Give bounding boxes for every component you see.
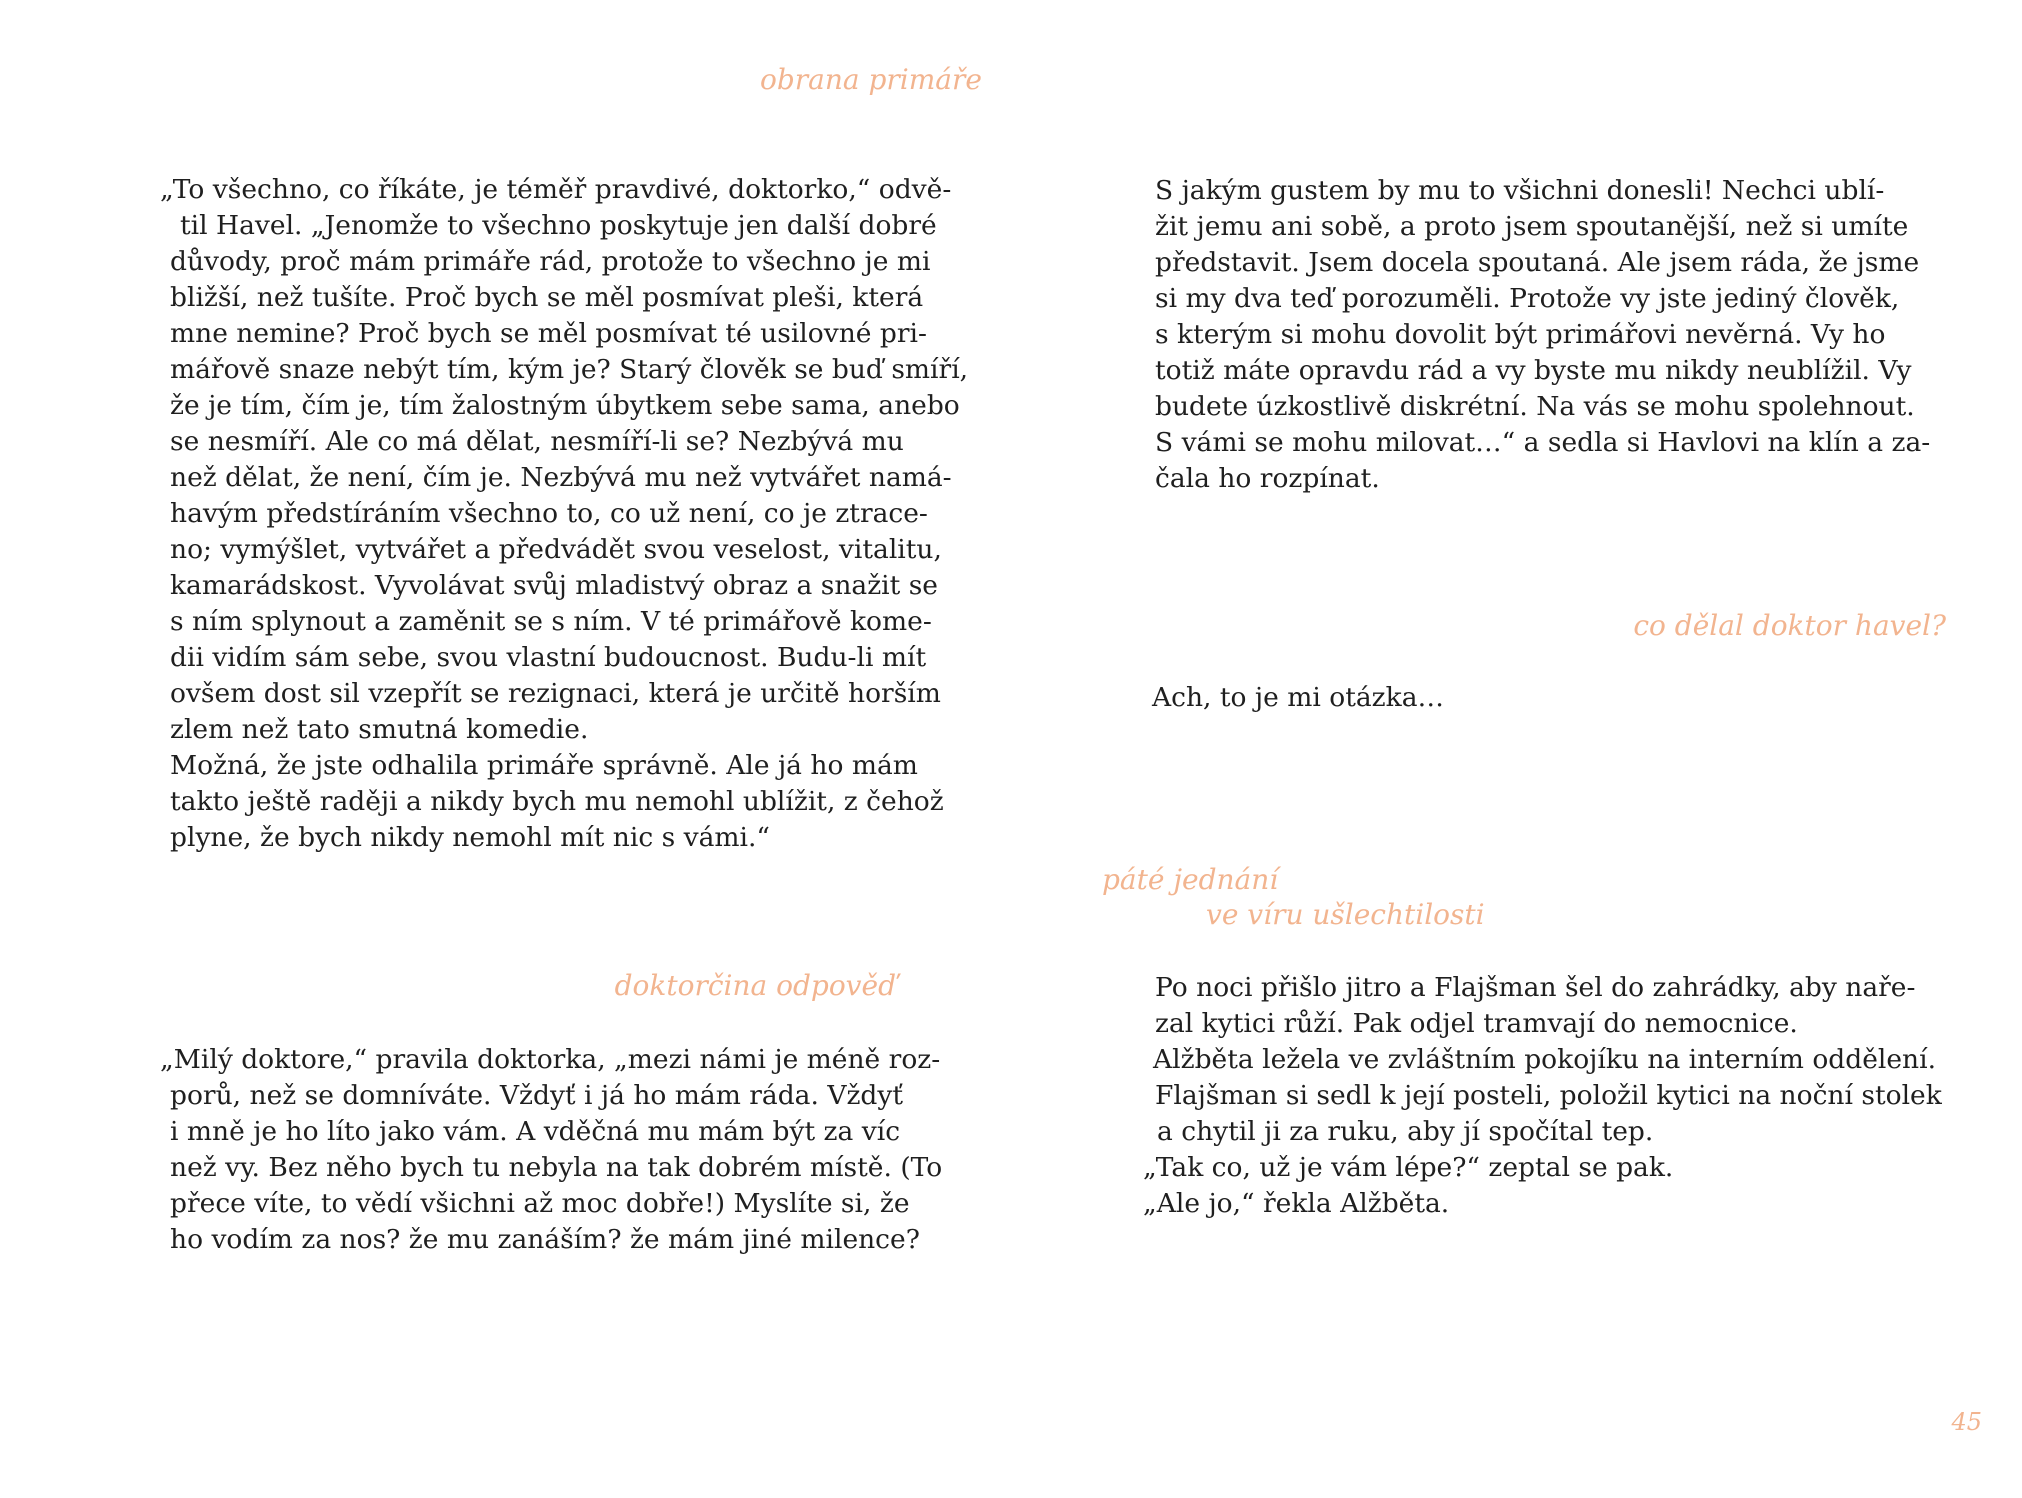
right-paragraph-1 [1155,173,1931,497]
paragraph-line: ho vodím za nos? že mu zanáším? že mám jiné milence? [170,1224,920,1255]
paragraph-line: čala ho rozpínat. [1155,463,1380,494]
paragraph-line: S vámi se mohu milovat…“ a sedla si Havlovi na klín a za- [1155,427,1931,458]
paragraph-line: no; vymýšlet, vytvářet a předvádět svou veselost, vitalitu, [170,534,942,565]
page-number: 45 [1951,1408,1982,1436]
paragraph-line: porů, než se domníváte. Vždyť i já ho mám ráda. Vždyť [170,1080,904,1111]
paragraph-line: havým předstíráním všechno to, co už není, co je ztrace- [170,498,928,529]
paragraph-line: představit. Jsem docela spoutaná. Ale jsem ráda, že jsme [1155,247,1920,278]
paragraph-line: dii vidím sám sebe, svou vlastní budoucnost. Budu-li mít [170,642,927,673]
right-heading-co-delal-doktor-havel: co dělal doktor havel? [1633,609,1946,642]
paragraph-line: totiž máte opravdu rád a vy byste mu nikdy neublížil. Vy [1155,355,1912,386]
paragraph-line: důvody, proč mám primáře rád, protože to všechno je mi [170,246,931,277]
paragraph-line: Ach, to je mi otázka… [1152,682,1444,713]
paragraph-line: že je tím, čím je, tím žalostným úbytkem sebe sama, anebo [170,390,960,421]
paragraph-line: Flajšman si sedl k její posteli, položil kytici na noční stolek [1155,1080,1942,1111]
paragraph-line: „Ale jo,“ řekla Alžběta. [1143,1188,1450,1219]
paragraph-line: než vy. Bez něho bych tu nebyla na tak dobrém místě. (To [170,1152,943,1183]
paragraph-line: mářově snaze nebýt tím, kým je? Starý člověk se buď smíří, [170,354,969,385]
paragraph-line: Alžběta ležela ve zvláštním pokojíku na interním oddělení. [1153,1044,1937,1075]
paragraph-line: přece víte, to vědí všichni až moc dobře!) Myslíte si, že [170,1188,910,1219]
paragraph-line: „To všechno, co říkáte, je téměř pravdivé, doktorko,“ odvě- [160,174,952,205]
left-running-head: obrana primáře [760,63,982,96]
right-heading-pate-jednani: páté jednání [1102,863,1279,896]
paragraph-line: bližší, než tušíte. Proč bych se měl posmívat pleši, která [170,282,924,313]
right-paragraph-3 [1143,970,1942,1222]
paragraph-line: S jakým gustem by mu to všichni donesli! Nechci ublí- [1155,175,1885,206]
right-paragraph-2 [1152,680,1874,716]
paragraph-line: ovšem dost sil vzepřít se rezignaci, která je určitě horším [170,678,941,709]
paragraph-line: plyne, že bych nikdy nemohl mít nic s vámi.“ [170,822,770,853]
paragraph-line: til Havel. „Jenomže to všechno poskytuje jen další dobré [180,210,937,241]
paragraph-line: si my dva teď porozuměli. Protože vy jste jediný člověk, [1155,283,1900,314]
paragraph-line: s kterým si mohu dovolit být primářovi nevěrná. Vy ho [1155,319,1886,350]
paragraph-line: a chytil ji za ruku, aby jí spočítal tep. [1157,1116,1654,1147]
paragraph-line: takto ještě raději a nikdy bych mu nemohl ublížit, z čehož [170,786,944,817]
paragraph-line: zal kytici růží. Pak odjel tramvají do nemocnice. [1155,1008,1798,1039]
left-heading-doktorcina-odpoved: doktorčina odpověď [614,969,896,1002]
paragraph-line: mne nemine? Proč bych se měl posmívat té usilovné pri- [170,318,927,349]
paragraph-line: budete úzkostlivě diskrétní. Na vás se mohu spolehnout. [1155,391,1915,422]
paragraph-line: Možná, že jste odhalila primáře správně. Ale já ho mám [170,750,918,781]
right-heading-ve-viru-uslechtilosti: ve víru ušlechtilosti [1206,898,1485,931]
left-paragraph-2 [160,1042,943,1258]
paragraph-line: i mně je ho líto jako vám. A vděčná mu mám být za víc [170,1116,901,1147]
paragraph-line: kamarádskost. Vyvolávat svůj mladistvý obraz a snažit se [170,570,938,601]
paragraph-line: s ním splynout a zaměnit se s ním. V té primářově kome- [170,606,932,637]
paragraph-line: Po noci přišlo jitro a Flajšman šel do zahrádky, aby naře- [1155,972,1916,1003]
paragraph-line: žit jemu ani sobě, a proto jsem spoutanější, než si umíte [1155,211,1909,242]
paragraph-line: zlem než tato smutná komedie. [170,714,589,745]
paragraph-line: „Milý doktore,“ pravila doktorka, „mezi námi je méně roz- [160,1044,941,1075]
paragraph-line: „Tak co, už je vám lépe?“ zeptal se pak. [1143,1152,1674,1183]
paragraph-line: než dělat, že není, čím je. Nezbývá mu než vytvářet namá- [170,462,952,493]
paragraph-line: se nesmíří. Ale co má dělat, nesmíří-li se? Nezbývá mu [170,426,904,457]
left-paragraph-1 [160,172,969,856]
